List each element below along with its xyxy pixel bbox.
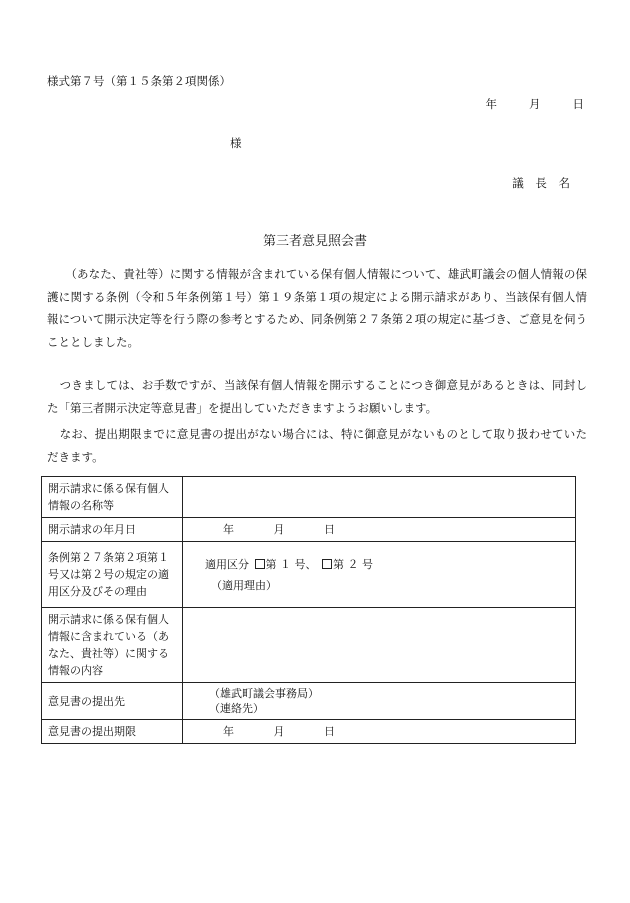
row-value-category <box>183 542 576 608</box>
document-title: 第三者意見照会書 <box>262 234 367 249</box>
row-value-request-date <box>183 518 576 542</box>
category-option-1: 第 １ 号、 <box>265 557 317 571</box>
row-label-info-content: 開示請求に係る保有個人情報に含まれている（あなた、貴社等）に関する情報の内容 <box>42 608 183 683</box>
table-row <box>42 542 576 608</box>
deadline-month: 月 <box>273 725 285 738</box>
row-label-request-date: 開示請求の年月日 <box>42 518 183 542</box>
row-label-deadline: 意見書の提出期限 <box>42 720 183 744</box>
body-paragraph-1: （あなた、貴社等）に関する情報が含まれている保有個人情報について、雄武町議会の個人情報の保護に関する条例（令和５年条例第１号）第１９条第１項の規定による開示請求があり、当該保有個人情報について開示決定等を行う際の参考とするため、同条例第２７条第２項の規定に基づき、ご意見を伺うこととしました。 <box>47 267 587 349</box>
row-value-submission-dest <box>183 683 576 720</box>
issue-date-month: 月 <box>529 97 541 111</box>
table-row <box>42 608 576 683</box>
row-value-record-name <box>183 477 576 518</box>
issue-date-year: 年 <box>485 97 497 111</box>
issue-date-day: 日 <box>572 97 584 111</box>
request-date-month: 月 <box>273 523 285 536</box>
chair-name: 議 長 名 <box>512 176 574 190</box>
body-paragraph-2: つきましては、お手数ですが、当該保有個人情報を開示することにつき御意見があるときは、同封した「第三者開示決定等意見書」を提出していただきますようお願いします。 <box>47 378 587 415</box>
table-row <box>42 683 576 720</box>
issue-date <box>384 96 584 112</box>
table-row <box>42 720 576 744</box>
checkbox-option-1[interactable] <box>255 559 265 569</box>
row-value-deadline <box>183 720 576 744</box>
request-date-day: 日 <box>324 523 335 536</box>
category-option-2: 第 ２ 号 <box>333 557 373 571</box>
row-label-submission-dest: 意見書の提出先 <box>42 683 183 720</box>
row-label-category: 条例第２７条第２項第１号又は第２号の規定の適用区分及びその理由 <box>42 542 183 608</box>
table-row <box>42 477 576 518</box>
deadline-day: 日 <box>324 725 335 738</box>
category-prefix: 適用区分 <box>205 557 249 571</box>
submission-office: （雄武町議会事務局） <box>209 687 319 700</box>
row-value-info-content <box>183 608 576 683</box>
info-table <box>41 476 576 744</box>
submission-contact: （連絡先） <box>209 702 264 715</box>
table-row <box>42 518 576 542</box>
form-number: 様式第７号（第１５条第２項関係） <box>47 74 231 88</box>
checkbox-option-2[interactable] <box>322 559 332 569</box>
row-label-record-name: 開示請求に係る保有個人情報の名称等 <box>42 477 183 518</box>
request-date-year: 年 <box>223 523 234 536</box>
recipient-suffix: 様 <box>230 136 242 150</box>
category-reason: （適用理由） <box>211 578 277 592</box>
category-line <box>189 556 569 573</box>
deadline-year: 年 <box>223 725 234 738</box>
body-paragraph-3: なお、提出期限までに意見書の提出がない場合には、特に御意見がないものとして取り扱わせていただきます。 <box>47 427 587 464</box>
